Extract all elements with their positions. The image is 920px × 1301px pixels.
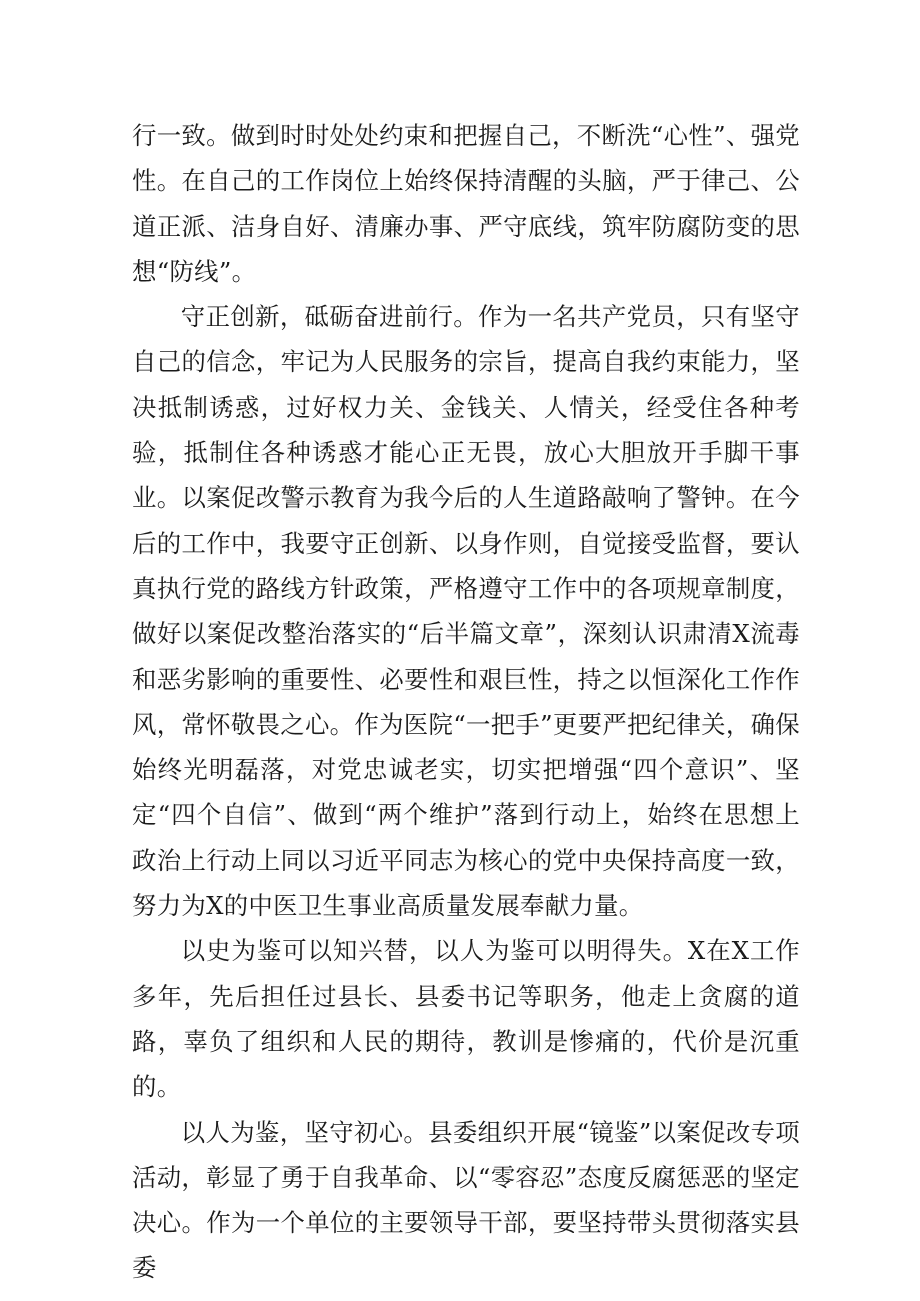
- paragraph-2: 守正创新，砥砺奋进前行。作为一名共产党员，只有坚守自己的信念，牢记为人民服务的宗旨，提高自我约束能力，坚决抵制诱惑，过好权力关、金钱关、人情关，经受住各种考验，抵制住各种诱惑才能心正无畏，放心大胆放开手脚干事业。以案促改警示教育为我今后的人生道路敲响了警钟。在今后的工作中，我要守正创新、以身作则，自觉接受监督，要认真执行党的路线方针政策，严格遵守工作中的各项规章制度，做好以案促改整治落实的“后半篇文章”，深刻认识肃清X流毒和恶劣影响的重要性、必要性和艰巨性，持之以恒深化工作作风，常怀敬畏之心。作为医院“一把手”更要严把纪律关，确保始终光明磊落，对党忠诚老实，切实把增强“四个意识”、坚定“四个自信”、做到“两个维护”落到行动上，始终在思想上政治上行动上同以习近平同志为核心的党中央保持高度一致，努力为X的中医卫生事业高质量发展奉献力量。: [132, 302, 800, 921]
- paragraph-1: 行一致。做到时时处处约束和把握自己，不断洗“心性”、强党性。在自己的工作岗位上始终保持清醒的头脑，严于律己、公道正派、洁身自好、清廉办事、严守底线，筑牢防腐防变的思想“防线”。: [132, 121, 800, 286]
- document-body: [132, 113, 800, 1291]
- paragraph-3: 以史为鉴可以知兴替，以人为鉴可以明得失。X在X工作多年，先后担任过县长、县委书记等职务，他走上贪腐的道路，辜负了组织和人民的期待，教训是惨痛的，代价是沉重的。: [132, 936, 800, 1102]
- paragraph-4: 以人为鉴，坚守初心。县委组织开展“镜鉴”以案促改专项活动，彰显了勇于自我革命、以“零容忍”态度反腐惩恶的坚定决心。作为一个单位的主要领导干部，要坚持带头贯彻落实县委: [132, 1117, 800, 1283]
